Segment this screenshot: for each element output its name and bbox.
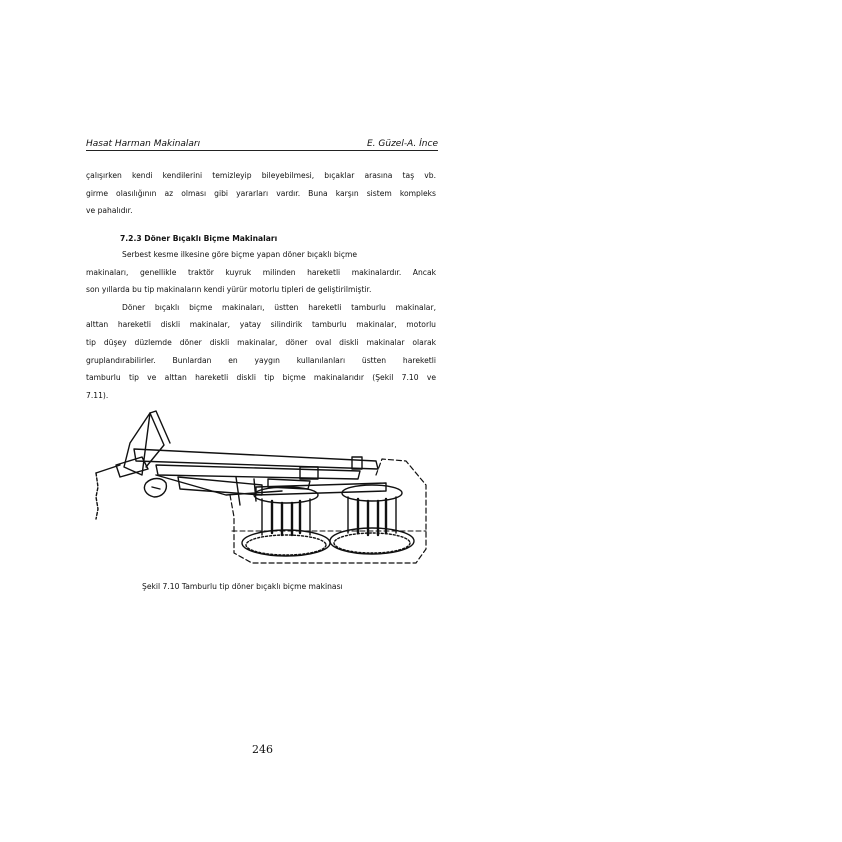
text-line: ve pahalıdır. [86,206,133,216]
text-line: 7.11). [86,390,109,400]
section-rotary-mowers [86,231,436,404]
running-header [86,138,438,151]
header-authors: E. Güzel-A. İnce [367,139,438,149]
text-line: makinaları, genellikle traktör kuyruk milinden hareketli makinalardır. Ancak [86,267,436,277]
cutting-drum-right [330,485,414,554]
page-number: 246 [252,743,273,756]
section-heading: 7.2.3 Döner Bıçaklı Biçme Makinaları [120,234,278,243]
paragraph-continuation [86,167,436,220]
header-book-title: Hasat Harman Makinaları [86,139,201,149]
hitch-chain [96,473,98,519]
text-line: çalışırken kendi kendilerini temizleyip bileyebilmesi, bıçaklar arasına taş vb. [86,171,436,180]
text-line: son yıllarda bu tip makinaların kendi yürür motorlu tipleri de geliştirilmiştir. [86,285,372,295]
text-line: tamburlu tip ve alttan hareketli diskli tip biçme makinalarıdır (Şekil 7.10 ve [86,373,436,383]
text-line: Serbest kesme ilkesine göre biçme yapan döner bıçaklı biçme [122,250,358,259]
drum-mower-illustration [86,405,436,570]
text-line: girme olasılığının az olması gibi yararları vardır. Buna karşın sistem kompleks [86,188,436,198]
figure-drum-mower-drawing [86,405,436,570]
text-line: gruplandırabilirler. Bunlardan en yaygın kullanılanları üstten hareketli [86,355,436,365]
cutting-drum-left [242,487,330,556]
text-line: tip düşey düzlemde döner diskli makinalar, döner oval diskli makinalar olarak [86,337,436,347]
text-line: Döner bıçaklı biçme makinaları, üstten hareketli tamburlu makinalar, [122,302,436,312]
figure-caption: Şekil 7.10 Tamburlu tip döner bıçaklı biçme makinası [142,582,343,591]
text-line: alttan hareketli diskli makinalar, yatay silindirik tamburlu makinalar, motorlu [86,320,436,330]
